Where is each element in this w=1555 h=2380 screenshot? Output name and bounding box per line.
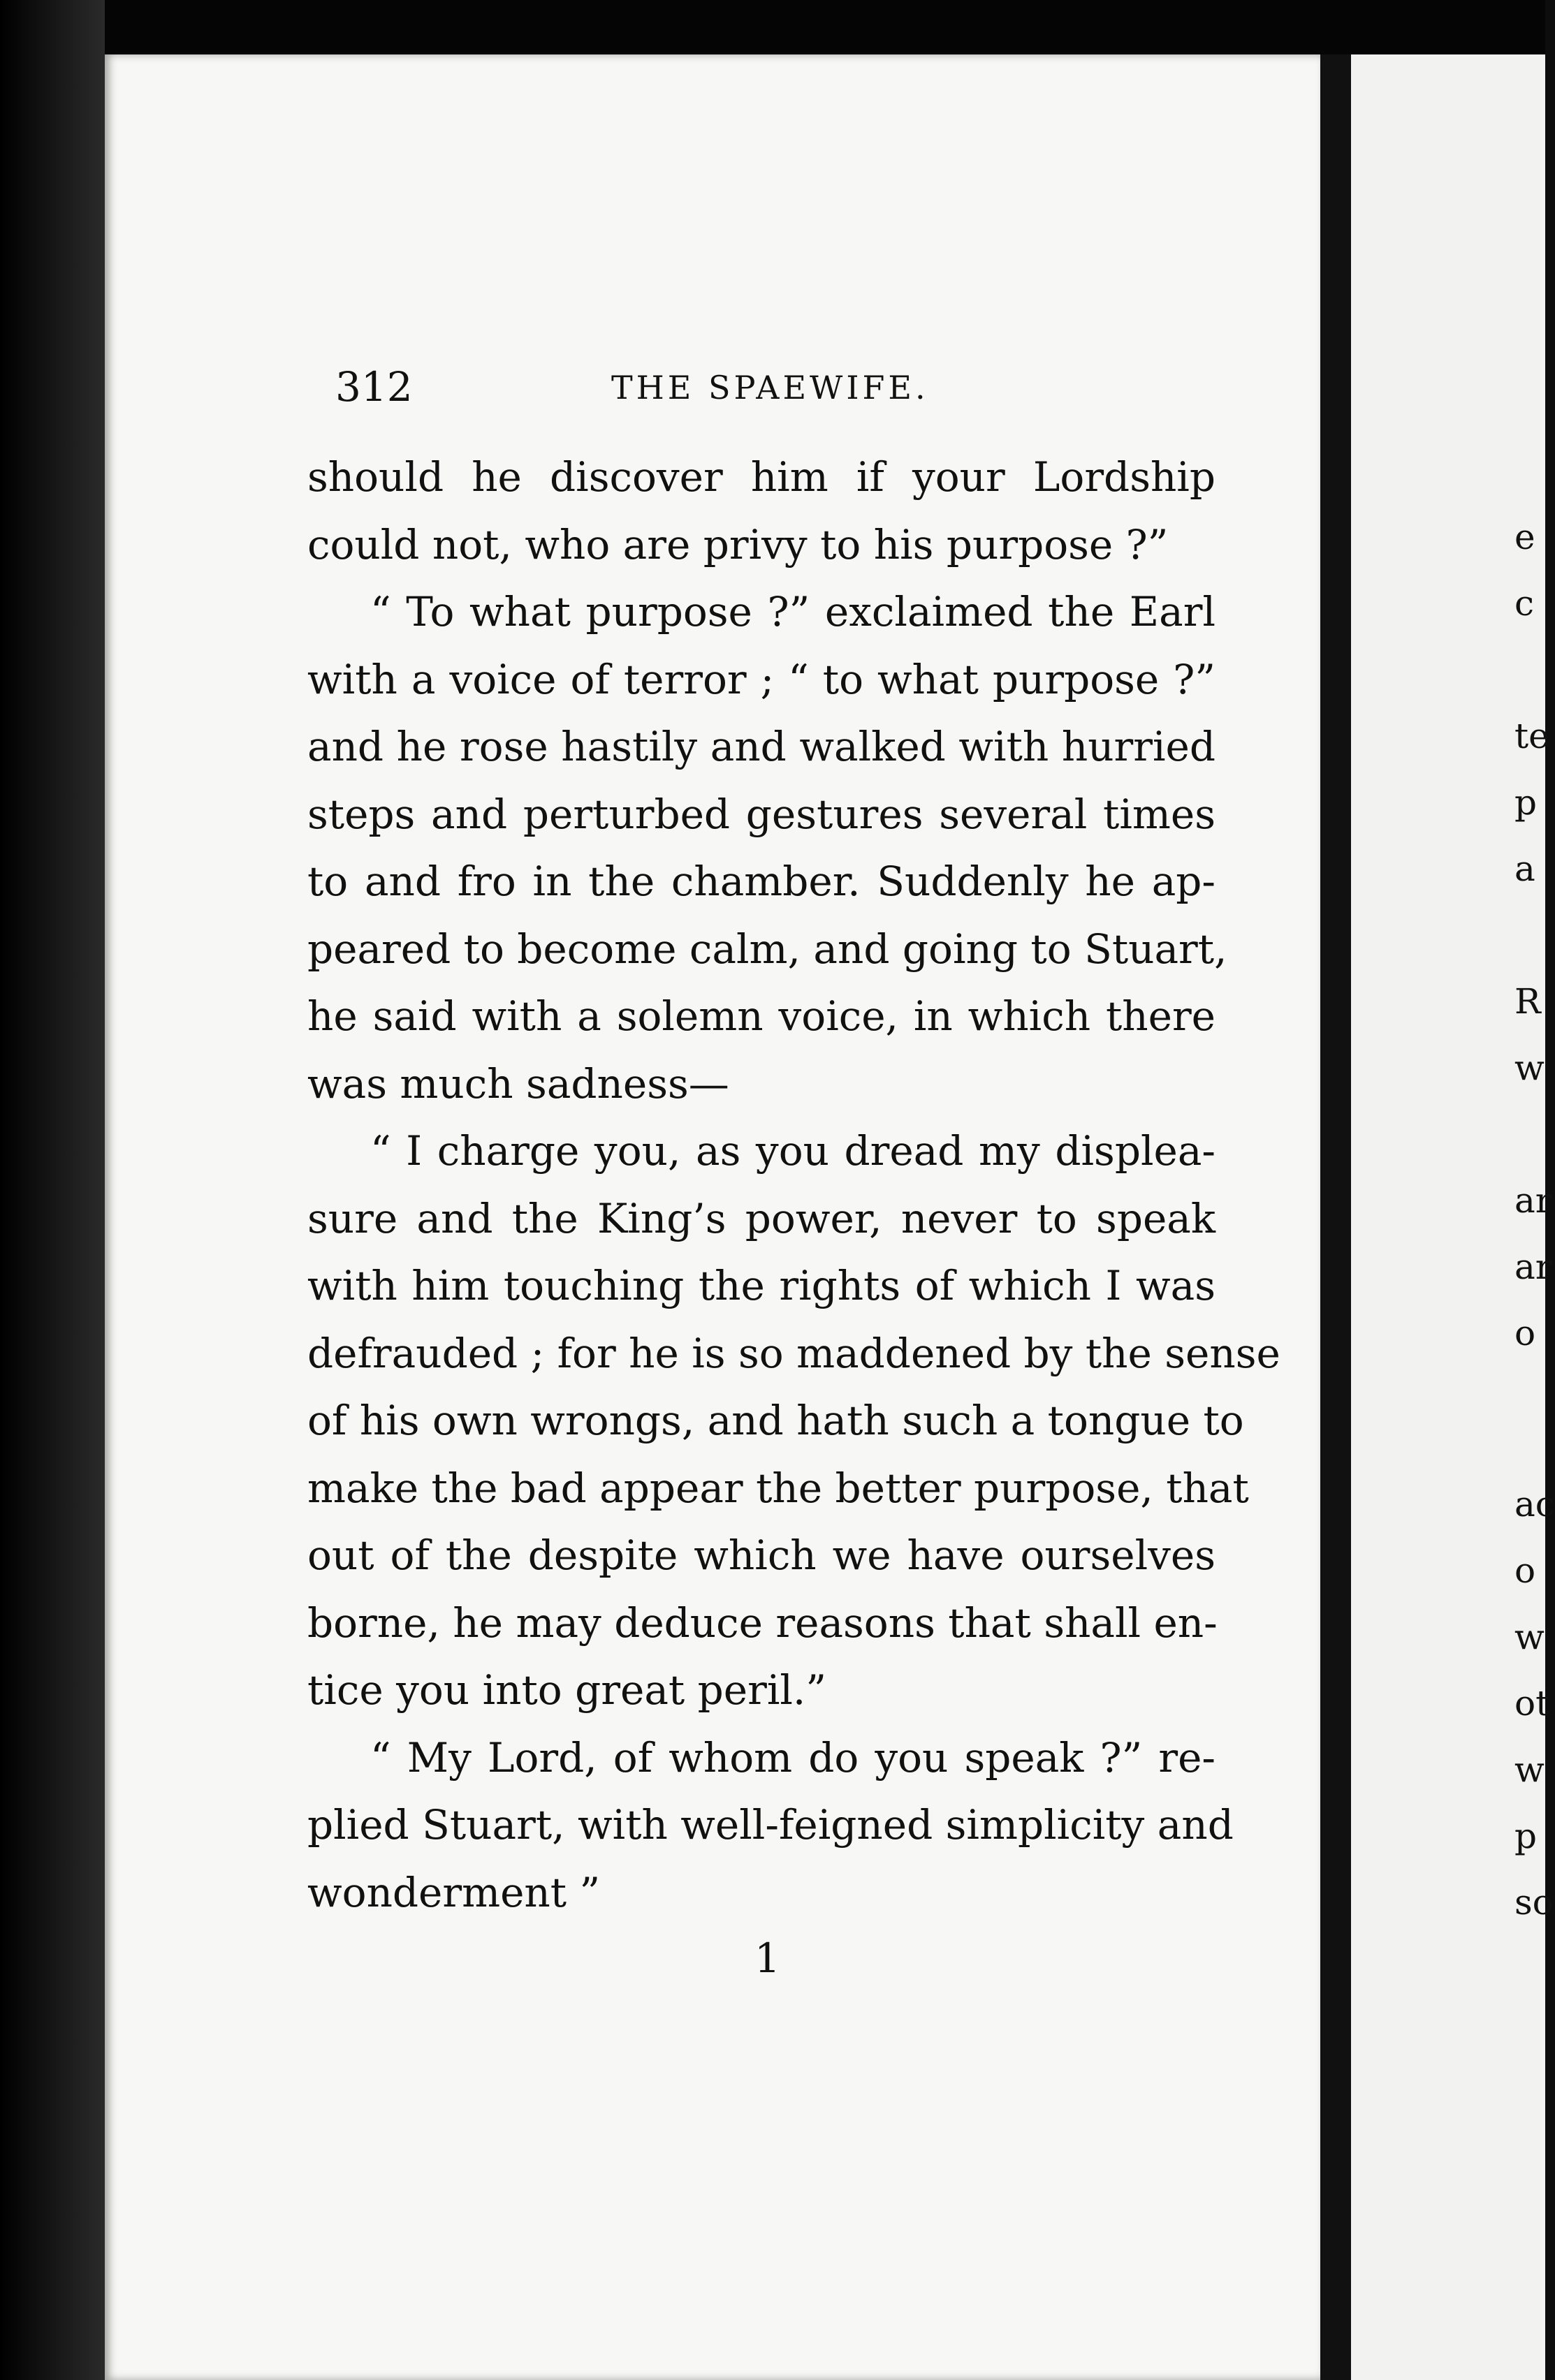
- text-line: could not, who are privy to his purpose ?”: [307, 520, 1169, 568]
- facing-page-fragment: R: [1514, 981, 1541, 1022]
- text-line: tice you into great peril.”: [307, 1666, 827, 1714]
- scan-left-edge: [0, 0, 105, 2380]
- facing-page-fragment: ot: [1514, 1683, 1550, 1724]
- body-text: [307, 443, 1280, 1926]
- text-line: peared to become calm, and going to Stuart,: [307, 925, 1227, 973]
- text-line: out of the despite which we have ourselves: [307, 1531, 1215, 1579]
- facing-page-fragment: c: [1514, 583, 1535, 624]
- text-line: “ To what purpose ?” exclaimed the Earl: [370, 588, 1215, 636]
- text-line: plied Stuart, with well-feigned simplicity and: [307, 1801, 1234, 1849]
- text-line: should he discover him if your Lordship: [307, 453, 1215, 501]
- text-line: borne, he may deduce reasons that shall en-: [307, 1599, 1218, 1647]
- text-line: wonderment ”: [307, 1868, 601, 1916]
- facing-page-fragment: a: [1514, 849, 1535, 889]
- facing-page-fragment: w: [1514, 1617, 1545, 1657]
- text-line: with him touching the rights of which I was: [307, 1262, 1215, 1309]
- scan-top-border: [0, 0, 1545, 56]
- running-title: THE SPAEWIFE.: [611, 369, 929, 406]
- facing-page-fragment: o: [1514, 1313, 1536, 1353]
- page-header: [335, 363, 1278, 419]
- text-line: to and fro in the chamber. Suddenly he ap-: [307, 858, 1215, 905]
- page-number: 312: [335, 363, 413, 411]
- text-line: with a voice of terror ; “ to what purpose ?”: [307, 655, 1215, 703]
- facing-page-fragment: w: [1514, 1749, 1545, 1790]
- text-line: “ I charge you, as you dread my displea-: [370, 1127, 1215, 1175]
- text-line: steps and perturbed gestures several times: [307, 790, 1215, 838]
- text-line: of his own wrongs, and hath such a tongue to: [307, 1397, 1244, 1444]
- facing-page-fragment: p: [1514, 1816, 1538, 1856]
- facing-page-fragment: w: [1514, 1048, 1545, 1088]
- book-gutter: [1320, 54, 1351, 2380]
- facing-page-fragment: so: [1514, 1882, 1554, 1923]
- text-line: “ My Lord, of whom do you speak ?” re-: [370, 1733, 1215, 1782]
- facing-page-fragment: te: [1514, 716, 1549, 756]
- facing-page-fragment: ar: [1514, 1247, 1552, 1287]
- text-line: he said with a solemn voice, in which there: [307, 992, 1215, 1040]
- text-line: defrauded ; for he is so maddened by the sense: [307, 1329, 1280, 1377]
- facing-page-fragment: p: [1514, 782, 1538, 823]
- facing-page-fragment: ac: [1514, 1484, 1555, 1525]
- text-line: make the bad appear the better purpose, that: [307, 1464, 1249, 1512]
- facing-page-fragment: ar: [1514, 1180, 1552, 1221]
- text-line: and he rose hastily and walked with hurried: [307, 723, 1215, 770]
- facing-page-fragment: o: [1514, 1550, 1536, 1591]
- facing-page-fragment: e: [1514, 517, 1535, 557]
- signature-mark: 1: [754, 1934, 780, 1982]
- text-line: sure and the King’s power, never to speak: [307, 1194, 1215, 1242]
- text-line: was much sadness—: [307, 1059, 729, 1108]
